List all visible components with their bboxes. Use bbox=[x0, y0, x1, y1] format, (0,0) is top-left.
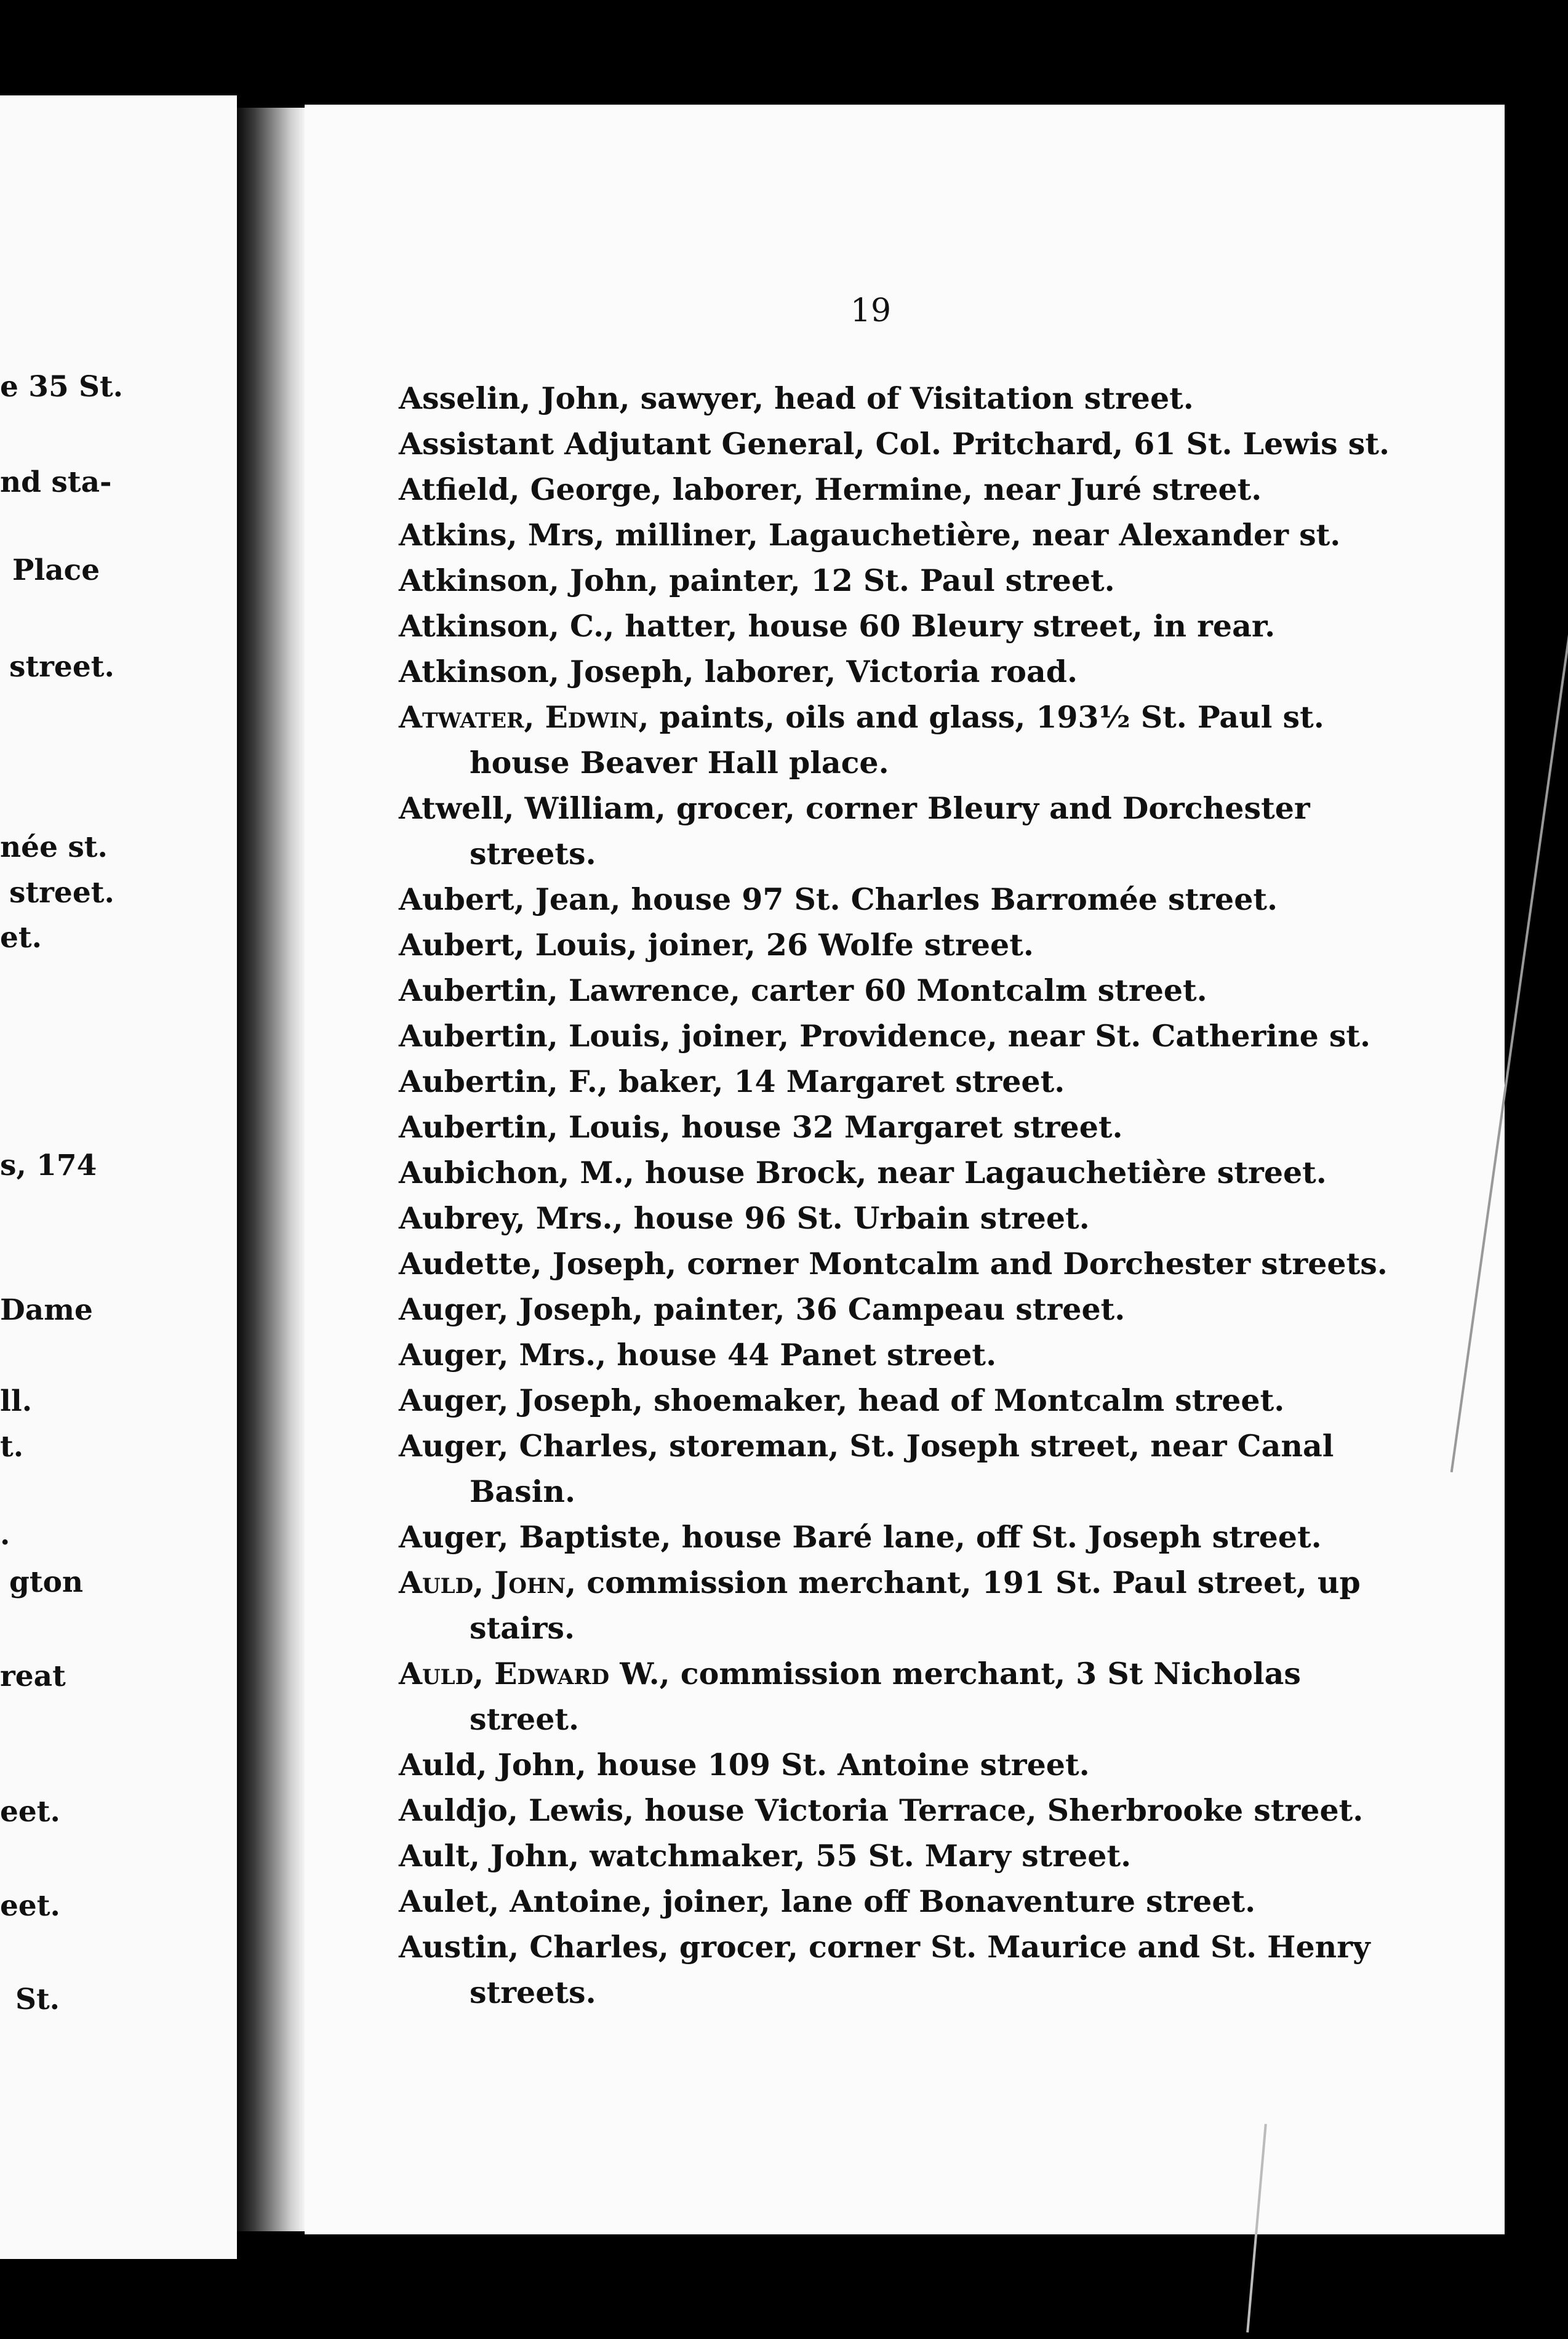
directory-entry bbox=[399, 375, 1445, 421]
facing-page-line: née st. bbox=[0, 830, 108, 864]
entry-name: Atwater, Edwin, bbox=[399, 699, 649, 735]
facing-page-line: . bbox=[0, 1518, 10, 1552]
entry-details: Baptiste, house Baré lane, off St. Joseph street. bbox=[508, 1519, 1322, 1555]
directory-entry bbox=[399, 1195, 1445, 1241]
entry-name: Asselin, bbox=[399, 380, 531, 416]
entry-details: George, laborer, Hermine, near Juré street. bbox=[519, 471, 1262, 507]
directory-entry bbox=[399, 1742, 1445, 1787]
entry-name: Auger, bbox=[399, 1382, 509, 1418]
directory-entry bbox=[399, 1378, 1445, 1423]
entry-continuation: streets. bbox=[470, 1975, 596, 2010]
directory-entry bbox=[399, 694, 1445, 785]
directory-entry bbox=[399, 1787, 1445, 1833]
directory-entry bbox=[399, 1150, 1445, 1195]
entry-details: Mrs., house 44 Panet street. bbox=[508, 1337, 997, 1373]
entry-continuation: street. bbox=[470, 1701, 580, 1737]
entry-details: Joseph, laborer, Victoria road. bbox=[559, 654, 1078, 689]
directory-entry bbox=[399, 1924, 1445, 2015]
entry-name: Auld, Edward bbox=[399, 1656, 610, 1691]
page-number: 19 bbox=[850, 292, 892, 329]
facing-page-line: s, 174 bbox=[0, 1149, 97, 1182]
directory-entry bbox=[399, 1013, 1445, 1059]
entry-details: commission merchant, 191 St. Paul street, up bbox=[576, 1565, 1361, 1600]
entry-details: William, grocer, corner Bleury and Dorchester bbox=[514, 790, 1310, 826]
entry-details: Antoine, joiner, lane off Bonaventure street. bbox=[499, 1884, 1256, 1919]
directory-entry bbox=[399, 1879, 1445, 1924]
entry-name: Auld, bbox=[399, 1747, 487, 1783]
entry-name: Atwell, bbox=[399, 790, 514, 826]
directory-page bbox=[305, 105, 1505, 2234]
directory-entry bbox=[399, 1833, 1445, 1879]
entry-details: F., baker, 14 Margaret street. bbox=[558, 1064, 1065, 1099]
entry-details: Charles, grocer, corner St. Maurice and St. Henry bbox=[519, 1929, 1370, 1965]
directory-entry bbox=[399, 1286, 1445, 1332]
entry-details: Joseph, painter, 36 Campeau street. bbox=[508, 1291, 1126, 1327]
directory-entry bbox=[399, 968, 1445, 1013]
entry-details: Jean, house 97 St. Charles Barromée street. bbox=[524, 881, 1278, 917]
entry-name: Auger, bbox=[399, 1519, 509, 1555]
entry-name: Atkinson, bbox=[399, 608, 559, 644]
entry-details: Mrs., house 96 St. Urbain street. bbox=[525, 1200, 1090, 1236]
directory-entry bbox=[399, 1241, 1445, 1286]
entry-name: Aubertin, bbox=[399, 1109, 558, 1145]
facing-page-line: nd sta- bbox=[0, 465, 112, 499]
book-gutter-shadow bbox=[237, 108, 305, 2231]
entry-name: Ault, bbox=[399, 1838, 480, 1874]
directory-entries bbox=[399, 375, 1445, 2015]
entry-continuation: streets. bbox=[470, 836, 596, 872]
facing-page-line: reat bbox=[0, 1659, 66, 1693]
directory-entry bbox=[399, 877, 1445, 922]
entry-name: Atkins, bbox=[399, 517, 518, 553]
entry-details: Adjutant General, Col. Pritchard, 61 St. Lewis st. bbox=[554, 426, 1390, 462]
directory-entry bbox=[399, 467, 1445, 512]
entry-details: Charles, storeman, St. Joseph street, near Canal bbox=[508, 1428, 1334, 1464]
facing-page-line: gton bbox=[9, 1565, 84, 1599]
directory-entry bbox=[399, 1560, 1445, 1651]
entry-name: Atkinson, bbox=[399, 654, 559, 689]
entry-name: Aubertin, bbox=[399, 1064, 558, 1099]
directory-entry bbox=[399, 558, 1445, 603]
directory-entry bbox=[399, 1059, 1445, 1104]
entry-continuation: house Beaver Hall place. bbox=[470, 745, 889, 780]
directory-entry bbox=[399, 785, 1445, 877]
facing-page-line: street. bbox=[9, 876, 114, 910]
entry-name: Auger, bbox=[399, 1428, 509, 1464]
directory-entry bbox=[399, 603, 1445, 649]
entry-name: Atkinson, bbox=[399, 563, 559, 598]
entry-details: Mrs, milliner, Lagauchetière, near Alexander st. bbox=[517, 517, 1341, 553]
entry-name: Aubert, bbox=[399, 881, 525, 917]
directory-entry bbox=[399, 512, 1445, 558]
directory-entry bbox=[399, 922, 1445, 968]
entry-details: Louis, joiner, Providence, near St. Catherine st. bbox=[558, 1018, 1371, 1054]
facing-page-line: Place bbox=[12, 553, 100, 587]
directory-entry bbox=[399, 1514, 1445, 1560]
entry-name: Auld, John, bbox=[399, 1565, 577, 1600]
entry-name: Aulet, bbox=[399, 1884, 500, 1919]
facing-page-line: ll. bbox=[0, 1384, 33, 1418]
directory-entry bbox=[399, 1651, 1445, 1742]
entry-details: Joseph, shoemaker, head of Montcalm street. bbox=[508, 1382, 1285, 1418]
entry-details: John, sawyer, head of Visitation street. bbox=[530, 380, 1194, 416]
directory-entry bbox=[399, 1104, 1445, 1150]
directory-entry bbox=[399, 421, 1445, 467]
entry-continuation: Basin. bbox=[470, 1474, 576, 1509]
entry-name: Aubichon, bbox=[399, 1155, 570, 1190]
entry-name: Aubertin, bbox=[399, 1018, 558, 1054]
entry-details: paints, oils and glass, 193½ St. Paul st. bbox=[649, 699, 1324, 735]
entry-continuation: stairs. bbox=[470, 1610, 575, 1646]
entry-details: Louis, house 32 Margaret street. bbox=[558, 1109, 1123, 1145]
entry-details: Lawrence, carter 60 Montcalm street. bbox=[558, 973, 1207, 1008]
entry-details: John, watchmaker, 55 St. Mary street. bbox=[479, 1838, 1132, 1874]
entry-details: Lewis, house Victoria Terrace, Sherbrooke street. bbox=[518, 1792, 1364, 1828]
entry-details: John, house 109 St. Antoine street. bbox=[487, 1747, 1090, 1783]
facing-page-line: t. bbox=[0, 1430, 24, 1464]
directory-entry bbox=[399, 1332, 1445, 1378]
entry-details: W., commission merchant, 3 St Nicholas bbox=[609, 1656, 1301, 1691]
entry-details: Joseph, corner Montcalm and Dorchester streets. bbox=[542, 1246, 1388, 1282]
entry-name: Atfield, bbox=[399, 471, 520, 507]
facing-page-line: eet. bbox=[0, 1889, 60, 1923]
facing-page-line: eet. bbox=[0, 1795, 60, 1829]
entry-name: Auger, bbox=[399, 1291, 509, 1327]
entry-name: Austin, bbox=[399, 1929, 519, 1965]
entry-name: Auldjo, bbox=[399, 1792, 518, 1828]
directory-entry bbox=[399, 1423, 1445, 1514]
entry-name: Aubrey, bbox=[399, 1200, 526, 1236]
entry-name: Assistant bbox=[399, 426, 554, 462]
entry-details: Louis, joiner, 26 Wolfe street. bbox=[524, 927, 1034, 963]
directory-entry bbox=[399, 649, 1445, 694]
facing-page-line: e 35 St. bbox=[0, 370, 124, 404]
facing-page-line: St. bbox=[15, 1983, 60, 2016]
facing-page-line: street. bbox=[9, 650, 114, 684]
entry-name: Aubert, bbox=[399, 927, 525, 963]
entry-name: Auger, bbox=[399, 1337, 509, 1373]
facing-page-line: Dame bbox=[0, 1293, 93, 1327]
entry-name: Aubertin, bbox=[399, 973, 558, 1008]
facing-page-line: et. bbox=[0, 921, 42, 955]
entry-details: C., hatter, house 60 Bleury street, in rear. bbox=[559, 608, 1276, 644]
entry-details: M., house Brock, near Lagauchetière street. bbox=[569, 1155, 1327, 1190]
entry-name: Audette, bbox=[399, 1246, 542, 1282]
facing-page-fragment bbox=[0, 95, 237, 2259]
entry-details: John, painter, 12 St. Paul street. bbox=[559, 563, 1115, 598]
